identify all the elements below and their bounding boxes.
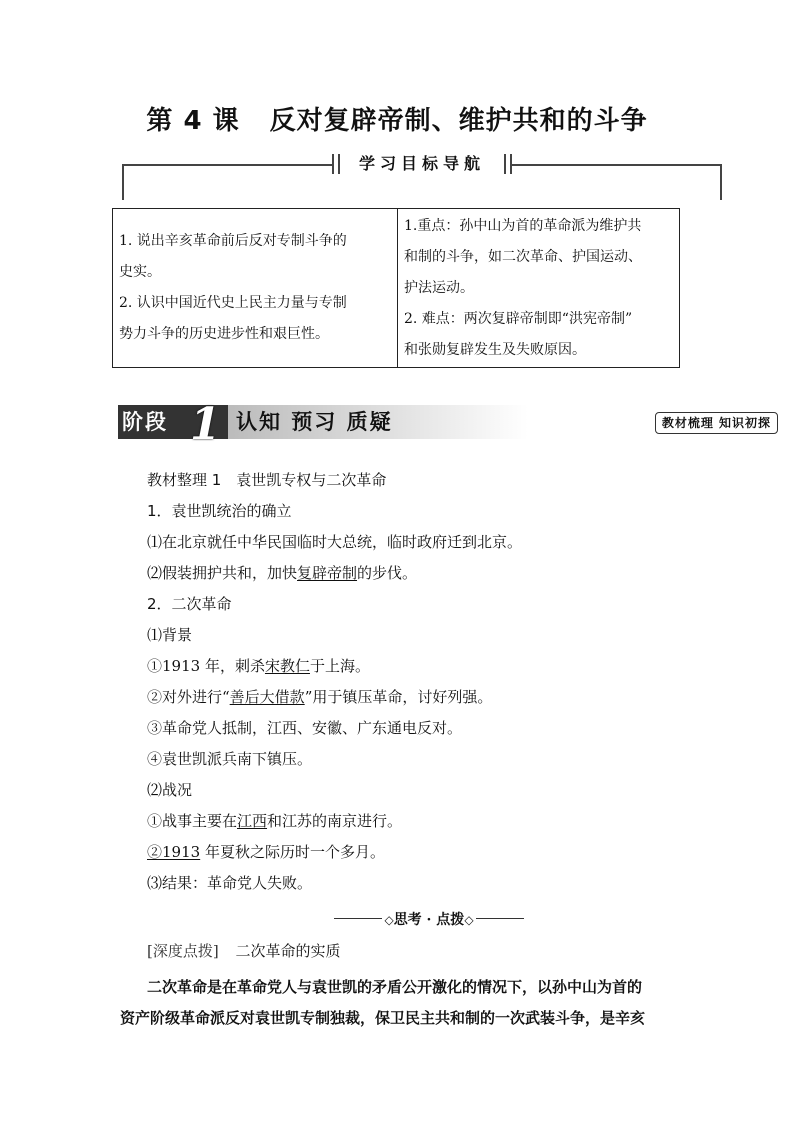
stage-tag: 教材梳理 知识初探 (655, 412, 778, 434)
deep-tag: [深度点拨] (147, 942, 219, 960)
deep-point (147, 940, 341, 961)
text-line: ⑶结果：革命党人失败。 (147, 874, 313, 892)
stage-heading: 认知 预习 质疑 (236, 410, 393, 434)
text-line: ①1913 年，刺杀宋教仁于上海。 (147, 657, 370, 675)
diamond-icon: ◇ (384, 913, 394, 927)
stage-number: 1 (190, 399, 221, 450)
goal-line: 护法运动。 (404, 279, 474, 296)
goal-line: 势力斗争的历史进步性和艰巨性。 (119, 326, 329, 342)
material-title: 教材整理 1 袁世凯专权与二次革命 (147, 471, 387, 489)
text-line: ①战事主要在江西和江苏的南京进行。 (147, 812, 403, 830)
section-title: 2．二次革命 (147, 595, 232, 613)
goal-line: 史实。 (119, 264, 161, 280)
goals-right-cell (398, 209, 680, 368)
goal-line: 和张勋复辟发生及失败原因。 (404, 341, 586, 358)
goal-line: 1. 说出辛亥革命前后反对专制斗争的 (119, 233, 347, 249)
text-line: ⑴在北京就任中华民国临时大总统，临时政府迁到北京。 (147, 533, 523, 551)
text-line: ③革命党人抵制，江西、安徽、广东通电反对。 (147, 719, 463, 737)
page-title (0, 100, 794, 137)
content-body (147, 468, 707, 902)
subsection-title: ⑴背景 (147, 626, 193, 644)
stage-label: 阶段 (118, 405, 232, 439)
section-title: 1．袁世凯统治的确立 (147, 502, 292, 520)
divider-label: 思考 · 点拨 (393, 912, 465, 928)
text-line: ⑵假装拥护共和，加快复辟帝制的步伐。 (147, 564, 418, 582)
para-line: 资产阶级革命派反对袁世凯专制独裁，保卫民主共和制的一次武装斗争，是辛亥 (120, 1009, 646, 1027)
think-divider (334, 909, 524, 929)
text-line: ②1913 年夏秋之际历时一个多月。 (147, 843, 385, 861)
para-line: 二次革命是在革命党人与袁世凯的矛盾公开激化的情况下，以孙中山为首的 (147, 978, 643, 996)
text-line: ④袁世凯派兵南下镇压。 (147, 750, 313, 768)
nav-label: 学习目标导航 (332, 152, 512, 176)
goals-table (112, 208, 680, 368)
goal-line: 2. 认识中国近代史上民主力量与专制 (119, 295, 347, 311)
lesson-number: 第 4 课 (146, 106, 240, 136)
explanation-paragraph (120, 972, 680, 1034)
goal-line: 和制的斗争，如二次革命、护国运动、 (404, 248, 642, 265)
goal-line: 2. 难点：两次复辟帝制即“洪宪帝制” (404, 310, 633, 327)
study-goals-nav (122, 152, 722, 202)
lesson-name: 反对复辟帝制、维护共和的斗争 (269, 106, 648, 136)
goals-left-cell (113, 209, 398, 368)
goal-line: 1.重点：孙中山为首的革命派为维护共 (404, 217, 642, 234)
deep-title: 二次革命的实质 (235, 942, 341, 960)
stage-banner (118, 399, 778, 450)
diamond-icon: ◇ (464, 913, 474, 927)
text-line: ②对外进行“善后大借款”用于镇压革命，讨好列强。 (147, 688, 493, 706)
subsection-title: ⑵战况 (147, 781, 193, 799)
